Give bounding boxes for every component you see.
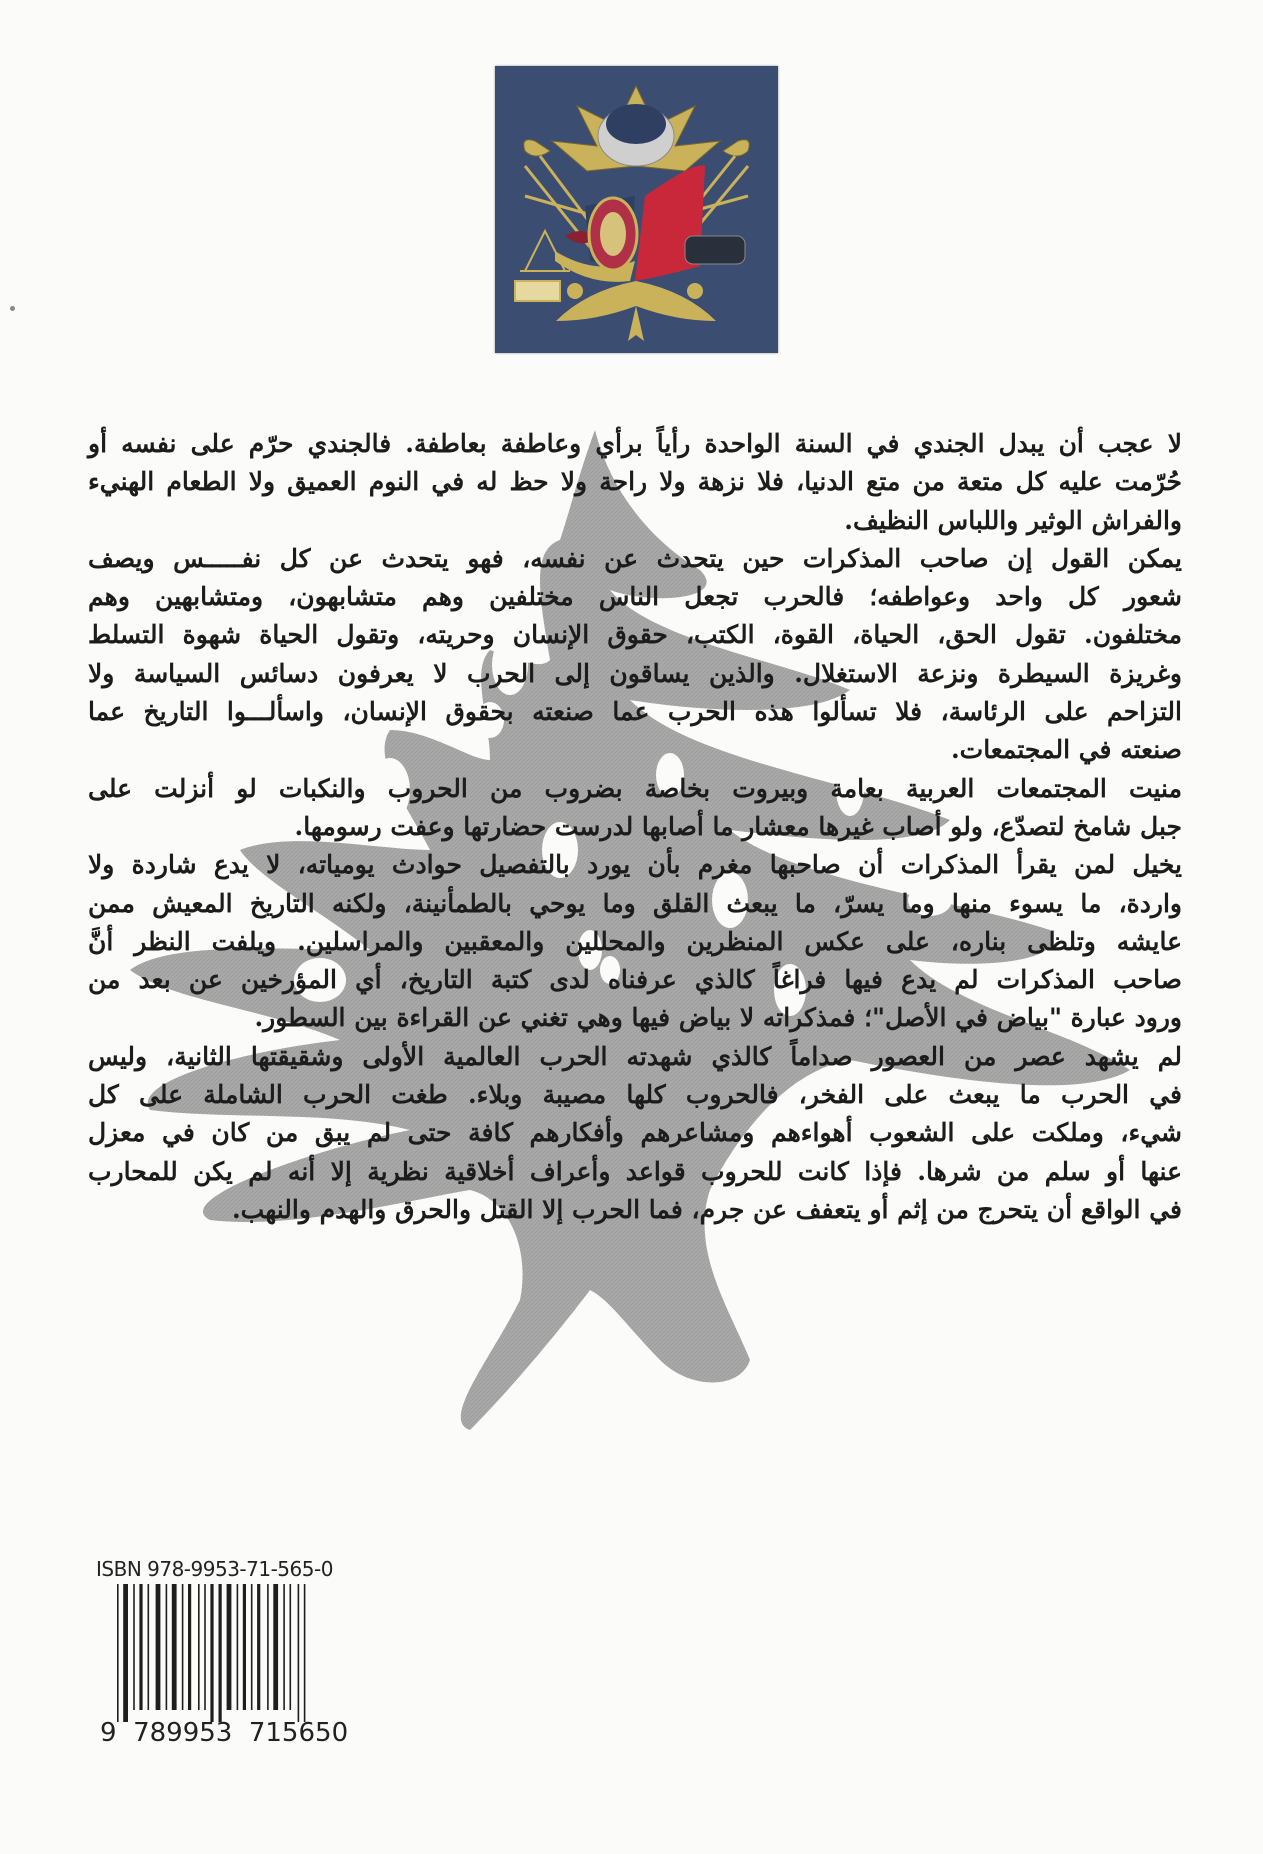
print-speck: [10, 306, 15, 311]
blurb-line: عنها أو سلم من شرها. فإذا كانت للحروب قواعد وأعراف أخلاقية نظرية إلا أنه لم يكن للمحارب: [88, 1156, 1182, 1186]
barcode-bar: [210, 1584, 213, 1722]
barcode-bar: [267, 1584, 269, 1710]
blurb-line: وغريزة السيطرة ونزعة الاستغلال. والذين يساقون إلى الحرب لا يعرفون دسائس السياسة ولا: [88, 658, 1182, 688]
blurb-line: شعور كل واحد وعواطفه؛ فالحرب تجعل الناس مختلفين وهم متشابهون، ومتشابهين وهم: [88, 582, 1182, 612]
barcode-bar: [283, 1584, 285, 1710]
barcode-bar: [204, 1584, 206, 1710]
coat-of-arms-icon: [495, 66, 778, 353]
barcode-bar: [117, 1584, 119, 1722]
barcode-bar: [290, 1584, 292, 1710]
barcode-bar: [133, 1584, 135, 1710]
barcode-bar: [304, 1584, 306, 1722]
blurb-line: لم يشهد عصر من العصور صداماً كالذي شهدته الحرب العالمية الأولى وشقيقتها الثانية، وليس: [88, 1041, 1182, 1071]
blurb-line: منيت المجتمعات العربية بعامة وبيروت بخاصة بضروب من الحروب والنكبات لو أنزلت على: [88, 773, 1182, 803]
barcode-bar: [172, 1584, 177, 1710]
barcode-bar: [139, 1584, 142, 1710]
blurb-line: جبل شامخ لتصدّع، ولو أصاب غيرها معشار ما أصابها لدرست حضارتها وعفت رسومها.: [294, 811, 1182, 841]
blurb-line: لا عجب أن يبدل الجندي في السنة الواحدة رأياً برأي وعاطفة بعاطفة. فالجندي حرّم على نفسه أو: [88, 429, 1182, 458]
barcode-bar: [243, 1584, 246, 1710]
barcode-bar: [123, 1584, 128, 1722]
barcode-bar: [237, 1584, 239, 1710]
blurb-line: التزاحم على الرئاسة، فلا تسألوا هذه الحرب عما صنعته بحقوق الإنسان، واسألـــوا التاريخ عما: [88, 697, 1182, 727]
blurb-line: ورود عبارة "بياض في الأصل"؛ فمذكراته لا بياض فيها وهي تغني عن القراءة بين السطور.: [254, 1003, 1182, 1033]
blurb-line: في الحرب ما يبعث على الفخر، فالحروب كلها مصيبة وبلاء. طغت الحرب الشاملة على كل: [88, 1080, 1182, 1110]
barcode-bar: [182, 1584, 184, 1710]
blurb-line: حُرّمت عليه كل متعة من متع الدنيا، فلا نزهة ولا راحة ولا حظ له في النوم العميق ولا الطعام الهنيء: [88, 467, 1182, 497]
blurb-line: صاحب المذكرات لم يدع فيها فراغاً كالذي عرفناه لدى كتبة التاريخ، أي المؤرخين عن بعد من: [88, 965, 1182, 995]
barcode-bar: [198, 1584, 200, 1710]
blurb-line: يمكن القول إن صاحب المذكرات حين يتحدث عن نفسه، فهو يتحدث عن كل نفـــــس ويصف: [88, 543, 1182, 573]
blurb-line: مختلفون. تقول الحق، الحياة، القوة، الكتب، حقوق الإنسان وحريته، وتقول الحياة شهوة التسلط: [88, 620, 1182, 650]
blurb-line: صنعته في المجتمعات.: [950, 735, 1182, 765]
blurb-line: شيء، وملكت على الشعوب أهواءهم ومشاعرهم وأفكارهم كافة حتى لم يبق من كان في معزل: [88, 1118, 1182, 1148]
isbn-label: ISBN 978-9953-71-565-0: [96, 1557, 333, 1581]
barcode-bar: [219, 1584, 222, 1722]
barcode-bar: [273, 1584, 278, 1710]
blurb-line: يخيل لمن يقرأ المذكرات أن صاحبها مغرم بأن يورد بالتفصيل حوادث يومياته، لا يدع شاردة ولا: [88, 850, 1182, 880]
barcode-bar: [227, 1584, 232, 1710]
blurb-line: في الواقع أن يتحرج من إثم أو يتعفف عن جرم، فما الحرب إلا القتل والحرق والهدم والنهب.: [231, 1194, 1182, 1224]
barcode-bar: [166, 1584, 168, 1710]
barcode-bar: [257, 1584, 260, 1710]
blurb-line: والفراش الوثير واللباس النظيف.: [844, 505, 1182, 535]
barcode-bar: [188, 1584, 191, 1710]
ottoman-coat-of-arms-image: [495, 66, 778, 353]
barcode-bar: [251, 1584, 253, 1710]
back-cover-blurb: [88, 425, 1182, 1229]
barcode-bar: [148, 1584, 150, 1710]
blurb-line: عايشه وتلظى بناره، على عكس المنظرين والمحللين والمعقبين والمراسلين. ويلفت النظر أنَّ: [88, 926, 1182, 956]
barcode-bar: [298, 1584, 300, 1722]
barcode-bar: [156, 1584, 161, 1710]
barcode-digits: 9 789953 715650: [100, 1718, 349, 1748]
barcode-icon: [117, 1584, 307, 1722]
blurb-line: واردة، ما يسوء منها وما يسرّ، ما يبعث القلق وما يوحي بالطمأنينة، ولكنه التاريخ المعيش ممن: [88, 888, 1182, 918]
